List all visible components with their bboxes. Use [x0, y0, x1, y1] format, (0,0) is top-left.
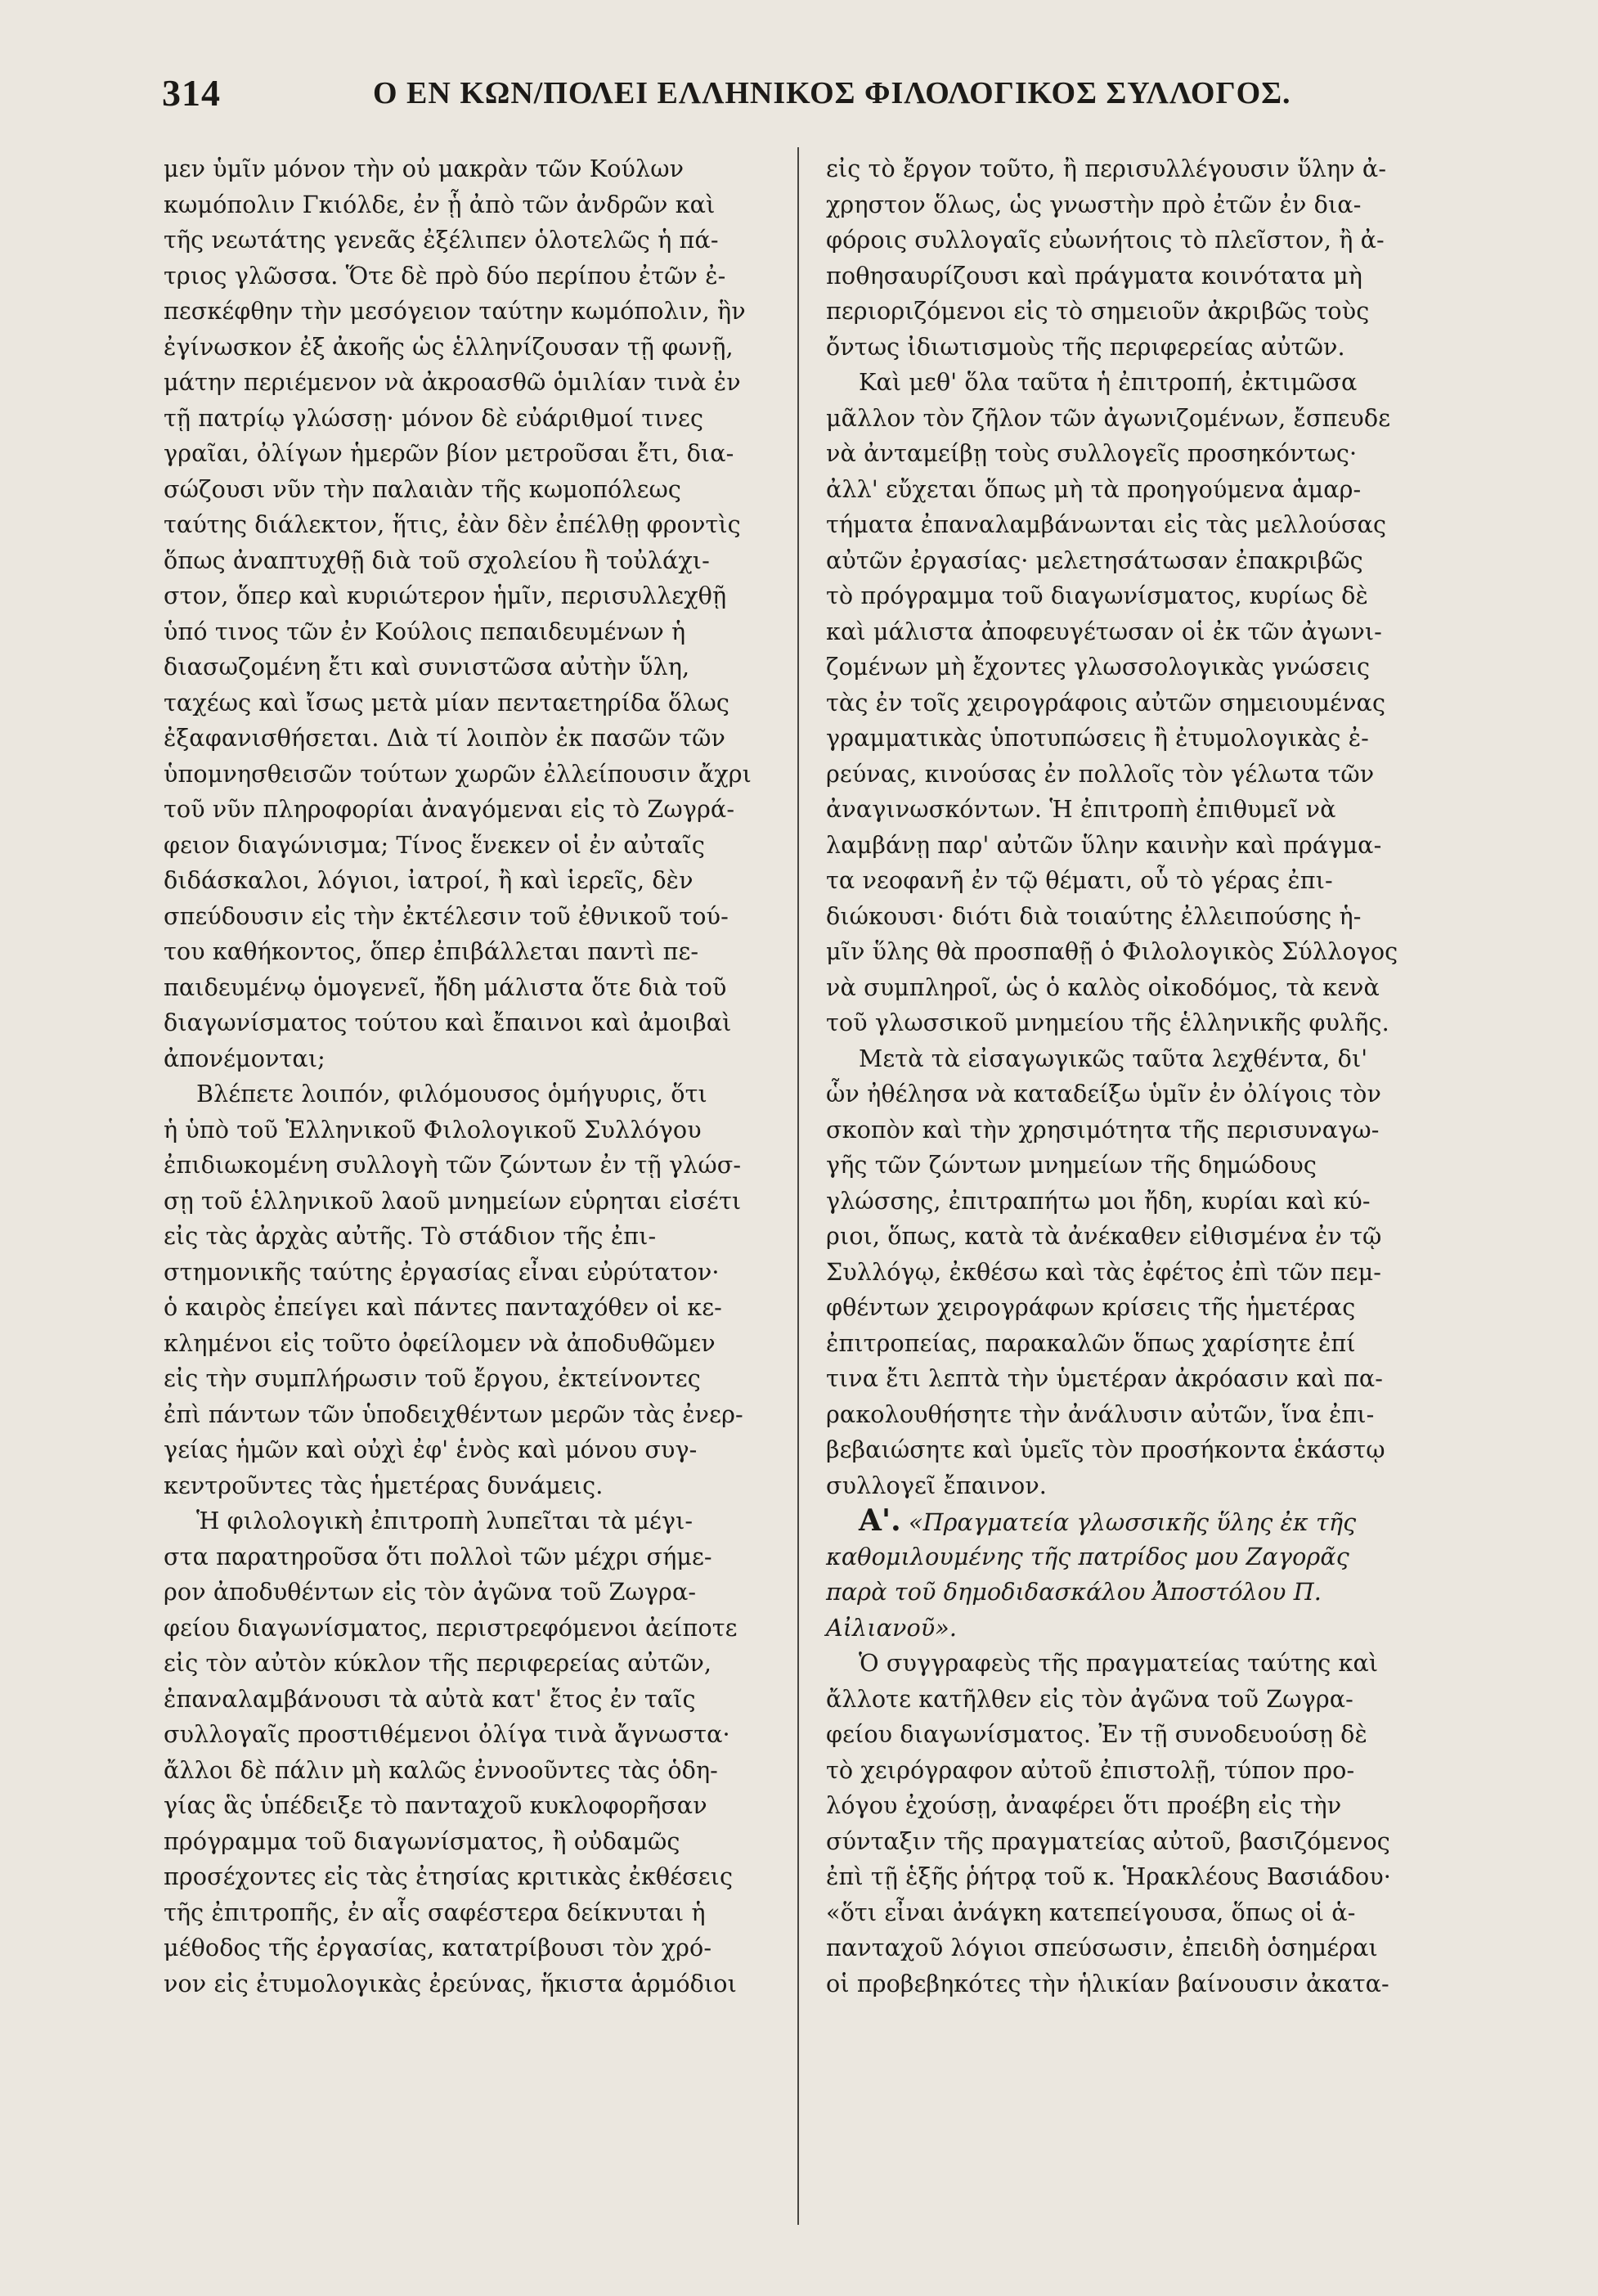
text-line: εἰς τὰς ἀρχὰς αὐτῆς. Τὸ στάδιον τῆς ἐπι- [164, 1222, 657, 1250]
text-line: τῇ πατρίῳ γλώσσῃ· μόνον δὲ εὐάριθμοί τινες [164, 403, 704, 432]
text-line: γραμματικὰς ὑποτυπώσεις ἢ ἐτυμολογικὰς ἐ- [826, 724, 1369, 752]
text-line: Καὶ μεθ' ὅλα ταῦτα ἡ ἐπιτροπή, ἐκτιμῶσα [859, 368, 1358, 396]
text-line: ρον ἀποδυθέντων εἰς τὸν ἀγῶνα τοῦ Ζωγρα- [164, 1578, 697, 1606]
section-number: Α'. [859, 1503, 901, 1538]
text-line: τὰς ἐν τοῖς χειρογράφοις αὐτῶν σημειουμένας [826, 688, 1386, 717]
text-line: τινα ἔτι λεπτὰ τὴν ὑμετέραν ἀκρόασιν καὶ πα- [826, 1364, 1384, 1392]
text-line: Ἡ φιλολογικὴ ἐπιτροπὴ λυπεῖται τὰ μέγι- [196, 1507, 694, 1534]
text-line: Συλλόγῳ, ἐκθέσω καὶ τὰς ἐφέτος ἐπὶ τῶν πεμ- [826, 1257, 1382, 1286]
paragraph [826, 1646, 1431, 2002]
text-line: στα παρατηροῦσα ὅτι πολλοὶ τῶν μέχρι σήμε- [164, 1542, 712, 1570]
text-line: φείου διαγωνίσματος, περιστρεφόμενοι ἀείποτε [164, 1613, 738, 1642]
text-line: περιοριζόμενοι εἰς τὸ σημειοῦν ἀκριβῶς τοὺς [826, 297, 1370, 325]
text-line: κεντροῦντες τὰς ἡμετέρας δυνάμεις. [164, 1471, 604, 1499]
text-line: ἀναγινωσκόντων. Ἡ ἐπιτροπὴ ἐπιθυμεῖ νὰ [826, 795, 1336, 823]
text-line: τα νεοφανῆ ἐν τῷ θέματι, οὗ τὸ γέρας ἐπι- [826, 866, 1333, 894]
text-line: ἄλλοτε κατῆλθεν εἰς τὸν ἀγῶνα τοῦ Ζωγρα- [826, 1684, 1353, 1713]
text-line: νὰ ἀνταμείβῃ τοὺς συλλογεῖς προσηκόντως· [826, 439, 1358, 467]
text-line: διδάσκαλοι, λόγιοι, ἰατροί, ἢ καὶ ἱερεῖς, δὲν [164, 866, 694, 894]
text-line: χρηστον ὅλως, ὡς γνωστὴν πρὸ ἐτῶν ἐν δια- [826, 190, 1362, 218]
running-head [162, 67, 1438, 119]
text-line: σπεύδουσιν εἰς τὴν ἐκτέλεσιν τοῦ ἐθνικοῦ τού- [164, 901, 729, 930]
text-line: ἀλλ' εὔχεται ὅπως μὴ τὰ προηγούμενα ἁμαρ- [826, 474, 1362, 503]
text-line: στον, ὅπερ καὶ κυριώτερον ἡμῖν, περισυλλεχθῇ [164, 582, 727, 609]
text-line: του καθήκοντος, ὅπερ ἐπιβάλλεται παντὶ πε- [164, 937, 699, 965]
text-line: ἐγίνωσκον ἐξ ἀκοῆς ὡς ἑλληνίζουσαν τῇ φωνῇ, [164, 332, 734, 361]
text-line: ὧν ἠθέλησα νὰ καταδείξω ὑμῖν ἐν ὀλίγοις τὸν [826, 1080, 1381, 1108]
text-line: τοῦ νῦν πληροφορίαι ἀναγόμεναι εἰς τὸ Ζωγρά- [164, 795, 735, 823]
text-line: βεβαιώσητε καὶ ὑμεῖς τὸν προσήκοντα ἑκάστῳ [826, 1436, 1385, 1463]
text-line: γραῖαι, ὀλίγων ἡμερῶν βίον μετροῦσαι ἔτι, δια- [164, 439, 734, 467]
text-line: γείας ἡμῶν καὶ οὐχὶ ἐφ' ἑνὸς καὶ μόνου συγ- [164, 1436, 698, 1463]
text-line: ταχέως καὶ ἴσως μετὰ μίαν πενταετηρίδα ὅλως [164, 688, 729, 717]
text-line: τῆς νεωτάτης γενεᾶς ἐξέλιπεν ὁλοτελῶς ἡ πά- [164, 226, 719, 254]
text-line: φείου διαγωνίσματος. Ἐν τῇ συνοδευούσῃ δὲ [826, 1720, 1367, 1748]
text-line: μάτην περιέμενον νὰ ἀκροασθῶ ὁμιλίαν τινὰ ἐν [164, 368, 741, 396]
text-line: συλλογεῖ ἔπαινον. [826, 1471, 1047, 1499]
text-line: πεσκέφθην τὴν μεσόγειον ταύτην κωμόπολιν, ἣν [164, 297, 746, 325]
section-title-line: καθομιλουμένης τῆς πατρίδος μου Ζαγορᾶς [826, 1542, 1349, 1570]
paragraph [164, 1076, 769, 1503]
text-line: τριος γλῶσσα. Ὅτε δὲ πρὸ δύο περίπου ἐτῶν ἐ- [164, 261, 726, 290]
text-line: συλλογαῖς προστιθέμενοι ὀλίγα τινὰ ἄγνωστα· [164, 1720, 730, 1748]
text-line: λαμβάνῃ παρ' αὐτῶν ὕλην καινὴν καὶ πράγμα- [826, 830, 1382, 859]
section-title-line: παρὰ τοῦ δημοδιδασκάλου Ἀποστόλου Π. [826, 1578, 1322, 1606]
text-line: ταύτης διάλεκτον, ἥτις, ἐὰν δὲν ἐπέλθῃ φροντὶς [164, 510, 741, 538]
text-line: τὸ πρόγραμμα τοῦ διαγωνίσματος, κυρίως δὲ [826, 582, 1368, 609]
text-line: ρακολουθήσητε τὴν ἀνάλυσιν αὐτῶν, ἵνα ἐπι- [826, 1400, 1375, 1428]
text-line: τήματα ἐπαναλαμβάνωνται εἰς τὰς μελλούσας [826, 510, 1387, 538]
text-line: εἰς τὸν αὐτὸν κύκλον τῆς περιφερείας αὐτῶν, [164, 1649, 712, 1677]
text-line: ἡ ὑπὸ τοῦ Ἑλληνικοῦ Φιλολογικοῦ Συλλόγου [164, 1115, 702, 1144]
text-line: εἰς τὸ ἔργον τοῦτο, ἢ περισυλλέγουσιν ὕλην ἀ- [826, 155, 1387, 182]
text-line: κωμόπολιν Γκιόλδε, ἐν ᾗ ἀπὸ τῶν ἀνδρῶν καὶ [164, 190, 716, 218]
section-title-line: Αἰλιανοῦ». [826, 1613, 958, 1642]
text-line: «ὅτι εἶναι ἀνάγκη κατεπείγουσα, ὅπως οἱ ἁ- [826, 1898, 1356, 1926]
text-line: φόροις συλλογαῖς εὐωνήτοις τὸ πλεῖστον, ἢ ἀ- [826, 226, 1385, 254]
text-line: νον εἰς ἐτυμολογικὰς ἐρεύνας, ἥκιστα ἁρμόδιοι [164, 1969, 737, 1997]
text-line: γῆς τῶν ζώντων μνημείων τῆς δημώδους [826, 1151, 1317, 1179]
text-line: ζομένων μὴ ἔχοντες γλωσσολογικὰς γνώσεις [826, 653, 1371, 681]
paragraph [826, 1041, 1431, 1504]
paragraph [164, 151, 769, 1076]
text-line: ὅπως ἀναπτυχθῇ διὰ τοῦ σχολείου ἢ τοὐλάχι- [164, 546, 710, 574]
text-line: σώζουσι νῦν τὴν παλαιὰν τῆς κωμοπόλεως [164, 474, 682, 503]
text-line: στημονικῆς ταύτης ἐργασίας εἶναι εὐρύτατον· [164, 1257, 720, 1286]
text-line: Μετὰ τὰ εἰσαγωγικῶς ταῦτα λεχθέντα, δι' [859, 1044, 1368, 1072]
text-line: ὁ καιρὸς ἐπείγει καὶ πάντες πανταχόθεν οἱ κε- [164, 1293, 722, 1321]
column-divider [797, 147, 799, 2225]
left-column [164, 151, 769, 2002]
text-line: τοῦ γλωσσικοῦ μνημείου τῆς ἑλληνικῆς φυλῆς. [826, 1009, 1389, 1036]
paragraph [826, 365, 1431, 1041]
text-line: πανταχοῦ λόγιοι σπεύσωσιν, ἐπειδὴ ὁσημέραι [826, 1934, 1378, 1961]
text-line: ποθησαυρίζουσι καὶ πράγματα κοινότατα μὴ [826, 261, 1363, 290]
text-line: νὰ συμπληροῖ, ὡς ὁ καλὸς οἰκοδόμος, τὰ κενὰ [826, 973, 1380, 1001]
paragraph [826, 151, 1431, 365]
text-line: γίας ἃς ὑπέδειξε τὸ πανταχοῦ κυκλοφορῆσαν [164, 1791, 707, 1819]
journal-title: Ο ΕΝ ΚΩΝ/ΠΟΛΕΙ ΕΛΛΗΝΙΚΟΣ ΦΙΛΟΛΟΓΙΚΟΣ ΣΥΛΛΟΓΟΣ. [373, 76, 1291, 110]
text-line: κλημένοι εἰς τοῦτο ὀφείλομεν νὰ ἀποδυθῶμεν [164, 1328, 716, 1357]
text-line: οἱ προβεβηκότες τὴν ἡλικίαν βαίνουσιν ἀκατα- [826, 1969, 1389, 1997]
text-line: ὑπό τινος τῶν ἐν Κούλοις πεπαιδευμένων ἡ [164, 617, 686, 645]
text-line: ἐξαφανισθήσεται. Διὰ τί λοιπὸν ἐκ πασῶν τῶν [164, 724, 725, 752]
text-line: Βλέπετε λοιπόν, φιλόμουσος ὁμήγυρις, ὅτι [196, 1080, 707, 1108]
text-line: ρεύνας, κινούσας ἐν πολλοῖς τὸν γέλωτα τῶν [826, 759, 1375, 788]
text-line: σῃ τοῦ ἑλληνικοῦ λαοῦ μνημείων εὑρηται εἰσέτι [164, 1186, 742, 1215]
text-line: μᾶλλον τὸν ζῆλον τῶν ἀγωνιζομένων, ἔσπευδε [826, 403, 1391, 432]
text-line: ἄλλοι δὲ πάλιν μὴ καλῶς ἐννοοῦντες τὰς ὁδη- [164, 1755, 718, 1784]
text-line: προσέχοντες εἰς τὰς ἐτησίας κριτικὰς ἐκθέσεις [164, 1862, 734, 1890]
section-title-line [826, 1503, 1431, 1539]
text-line: γλώσσης, ἐπιτραπήτω μοι ἤδη, κυρίαι καὶ κύ- [826, 1186, 1371, 1215]
text-line: Ὁ συγγραφεὺς τῆς πραγματείας ταύτης καὶ [859, 1649, 1379, 1677]
section-heading [826, 1503, 1431, 1646]
text-line: τῆς ἐπιτροπῆς, ἐν αἷς σαφέστερα δείκνυται ἡ [164, 1898, 706, 1926]
section-title-text: «Πραγματεία γλωσσικῆς ὕλης ἐκ τῆς [909, 1508, 1357, 1536]
text-line: σκοπὸν καὶ τὴν χρησιμότητα τῆς περισυναγω- [826, 1115, 1380, 1144]
text-line: διασωζομένη ἔτι καὶ συνιστῶσα αὐτὴν ὕλη, [164, 653, 690, 681]
paragraph [164, 1503, 769, 2002]
text-line: τὸ χειρόγραφον αὐτοῦ ἐπιστολῇ, τύπον προ- [826, 1755, 1355, 1784]
text-line: καὶ μάλιστα ἀποφευγέτωσαν οἱ ἐκ τῶν ἀγωνι- [826, 617, 1382, 645]
text-line: ἐπὶ τῇ ἑξῆς ῥήτρᾳ τοῦ κ. Ἡρακλέους Βασιάδου· [826, 1862, 1391, 1890]
text-line: μέθοδος τῆς ἐργασίας, κατατρίβουσι τὸν χρό- [164, 1934, 712, 1961]
text-line: αὐτῶν ἐργασίας· μελετησάτωσαν ἐπακριβῶς [826, 546, 1363, 574]
text-line: σύνταξιν τῆς πραγματείας αὐτοῦ, βασιζόμενος [826, 1826, 1390, 1855]
text-line: ἐπιδιωκομένη συλλογὴ τῶν ζώντων ἐν τῇ γλώσ- [164, 1151, 742, 1179]
text-line: ὑπομνησθεισῶν τούτων χωρῶν ἐλλείπουσιν ἄχρι [164, 759, 752, 788]
text-line: φθέντων χειρογράφων κρίσεις τῆς ἡμετέρας [826, 1293, 1356, 1321]
text-line: ἐπιτροπείας, παρακαλῶν ὅπως χαρίσητε ἐπί [826, 1328, 1356, 1357]
text-line: ἀπονέμονται; [164, 1044, 325, 1072]
text-line: εἰς τὴν συμπλήρωσιν τοῦ ἔργου, ἐκτείνοντες [164, 1364, 701, 1392]
text-line: ὄντως ἰδιωτισμοὺς τῆς περιφερείας αὐτῶν. [826, 332, 1345, 361]
text-line: μῖν ὕλης θὰ προσπαθῇ ὁ Φιλολογικὸς Σύλλογος [826, 937, 1398, 965]
text-line: λόγου ἐχούσῃ, ἀναφέρει ὅτι προέβη εἰς τὴν [826, 1791, 1342, 1819]
text-line: πρόγραμμα τοῦ διαγωνίσματος, ἢ οὐδαμῶς [164, 1826, 680, 1855]
page-number: 314 [162, 72, 221, 114]
text-line: διαγωνίσματος τούτου καὶ ἔπαινοι καὶ ἀμοιβαὶ [164, 1009, 732, 1036]
text-line: ἐπὶ πάντων τῶν ὑποδειχθέντων μερῶν τὰς ἐνερ- [164, 1400, 743, 1428]
text-line: παιδευμένῳ ὁμογενεῖ, ἤδη μάλιστα ὅτε διὰ τοῦ [164, 973, 727, 1001]
right-column [826, 151, 1431, 2002]
text-line: ἐπαναλαμβάνουσι τὰ αὐτὰ κατ' ἔτος ἐν ταῖς [164, 1684, 696, 1713]
text-line: διώκουσι· διότι διὰ τοιαύτης ἐλλειπούσης ἡ- [826, 901, 1362, 930]
text-line: μεν ὑμῖν μόνον τὴν οὐ μακρὰν τῶν Κούλων [164, 155, 685, 182]
text-line: φειον διαγώνισμα; Τίνος ἕνεκεν οἱ ἐν αὐταῖς [164, 830, 705, 859]
text-line: ριοι, ὅπως, κατὰ τὰ ἀνέκαθεν εἰθισμένα ἐν τῷ [826, 1222, 1382, 1250]
